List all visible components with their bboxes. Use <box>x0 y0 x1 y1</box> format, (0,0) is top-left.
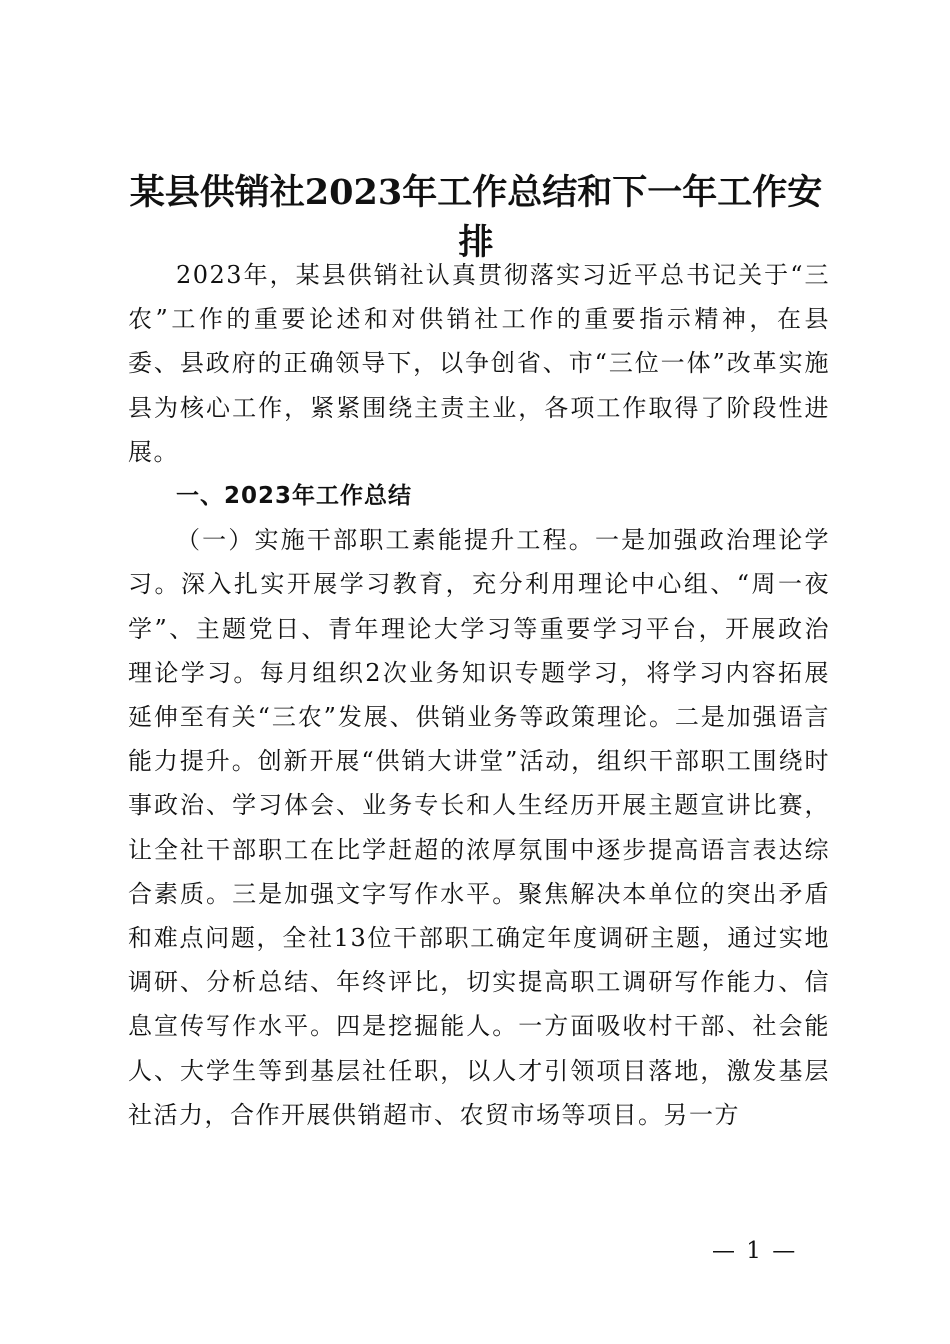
page-number: — 1 — <box>712 1238 798 1264</box>
intro-paragraph: 2023年，某县供销社认真贯彻落实习近平总书记关于“三农”工作的重要论述和对供销社工作的重要指示精神，在县委、县政府的正确领导下，以争创省、市“三位一体”改革实施县为核心工作，紧紧围绕主责主业，各项工作取得了阶段性进展。 <box>128 261 830 466</box>
document-body <box>128 253 830 1137</box>
section-paragraph: （一）实施干部职工素能提升工程。一是加强政治理论学习。深入扎实开展学习教育，充分利用理论中心组、“周一夜学”、主题党日、青年理论大学习等重要学习平台，开展政治理论学习。每月组织2次业务知识专题学习，将学习内容拓展延伸至有关“三农”发展、供销业务等政策理论。二是加强语言能力提升。创新开展“供销大讲堂”活动，组织干部职工围绕时事政治、学习体会、业务专长和人生经历开展主题宣讲比赛，让全社干部职工在比学赶超的浓厚氛围中逐步提高语言表达综合素质。三是加强文字写作水平。聚焦解决本单位的突出矛盾和难点问题，全社13位干部职工确定年度调研主题，通过实地调研、分析总结、年终评比，切实提高职工调研写作能力、信息宣传写作水平。四是挖掘能人。一方面吸收村干部、社会能人、大学生等到基层社任职，以人才引领项目落地，激发基层社活力，合作开展供销超市、农贸市场等项目。另一方 <box>128 526 830 1129</box>
section-heading: 一、2023年工作总结 <box>176 483 413 510</box>
document-title: 某县供销社2023年工作总结和下一年工作安排 <box>129 172 823 263</box>
